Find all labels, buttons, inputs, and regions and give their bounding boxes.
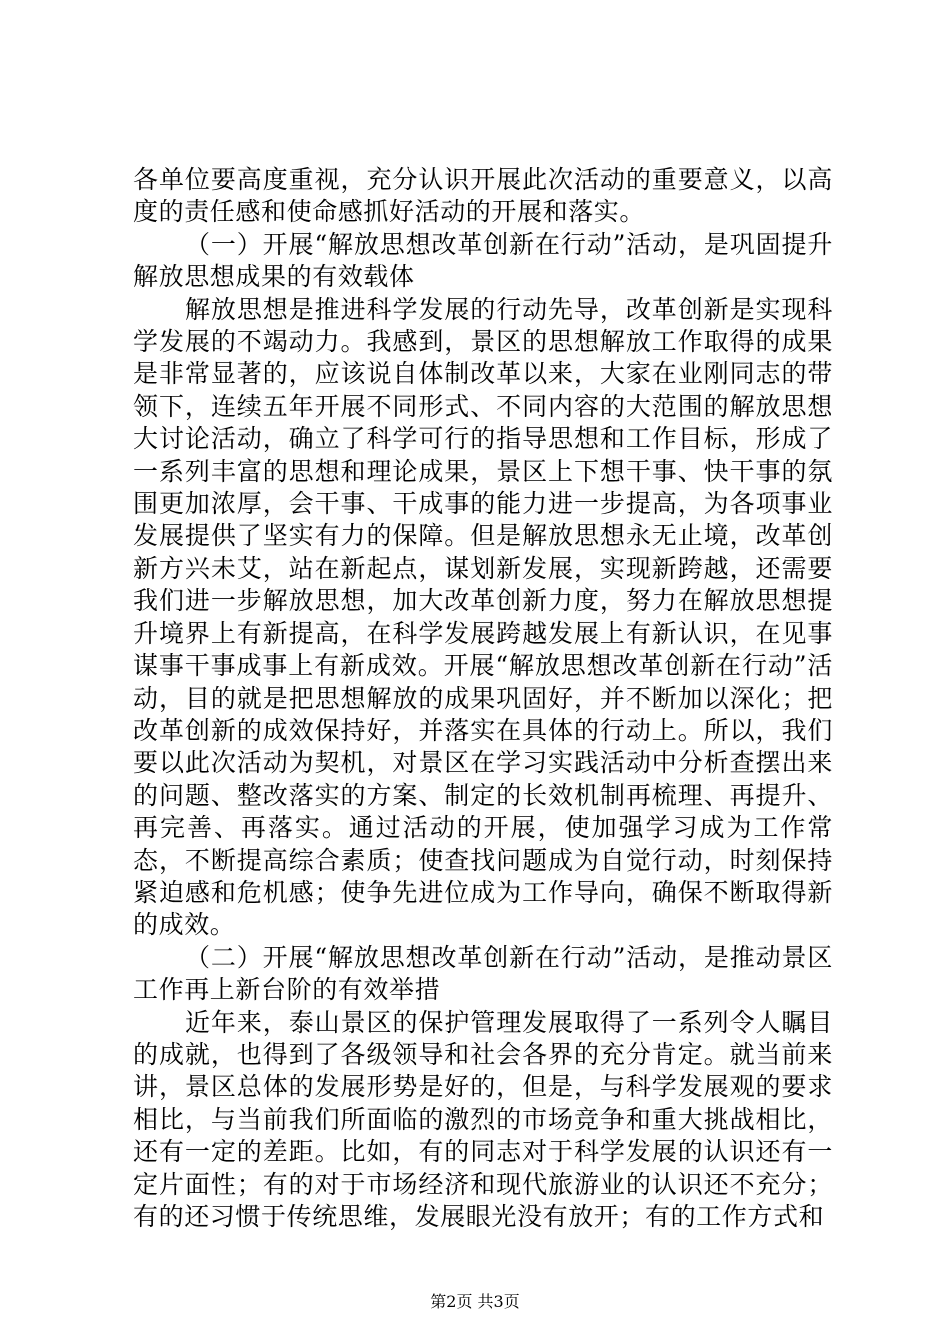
- document-body: [133, 164, 833, 1233]
- body-paragraph: 各单位要高度重视，充分认识开展此次活动的重要意义，以高度的责任感和使命感抓好活动的开展和落实。: [133, 165, 833, 227]
- section-heading-1: （一）开展“解放思想改革创新在行动”活动，是巩固提升解放思想成果的有效载体: [133, 229, 833, 292]
- section-heading-2: （二）开展“解放思想改革创新在行动”活动，是推动景区工作再上新台阶的有效举措: [133, 942, 833, 1005]
- page-number-footer: 第2页 共3页: [430, 1292, 520, 1311]
- body-paragraph: 近年来，泰山景区的保护管理发展取得了一系列令人瞩目的成就，也得到了各级领导和社会各界的充分肯定。就当前来讲，景区总体的发展形势是好的，但是，与科学发展观的要求相比，与当前我们所面临的激烈的市场竞争和重大挑战相比，还有一定的差距。比如，有的同志对于科学发展的认识还有一定片面性；有的对于市场经济和现代旅游业的认识还不充分；有的还习惯于传统思维，发展眼光没有放开；有的工作方式和: [133, 1007, 833, 1231]
- body-paragraph: 解放思想是推进科学发展的行动先导，改革创新是实现科学发展的不竭动力。我感到，景区的思想解放工作取得的成果是非常显著的，应该说自体制改革以来，大家在业刚同志的带领下，连续五年开展不同形式、不同内容的大范围的解放思想大讨论活动，确立了科学可行的指导思想和工作目标，形成了一系列丰富的思想和理论成果，景区上下想干事、快干事的氛围更加浓厚，会干事、干成事的能力进一步提高，为各项事业发展提供了坚实有力的保障。但是解放思想永无止境，改革创新方兴未艾，站在新起点，谋划新发展，实现新跨越，还需要我们进一步解放思想，加大改革创新力度，努力在解放思想提升境界上有新提高，在科学发展跨越发展上有新认识，在见事谋事干事成事上有新成效。开展“解放思想改革创新在行动”活动，目的就是把思想解放的成果巩固好，并不断加以深化；把改革创新的成效保持好，并落实在具体的行动上。所以，我们要以此次活动为契机，对景区在学习实践活动中分析查摆出来的问题、整改落实的方案、制定的长效机制再梳理、再提升、再完善、再落实。通过活动的开展，使加强学习成为工作常态，不断提高综合素质；使查找问题成为自觉行动，时刻保持紧迫感和危机感；使争先进位成为工作导向，确保不断取得新的成效。: [133, 294, 833, 940]
